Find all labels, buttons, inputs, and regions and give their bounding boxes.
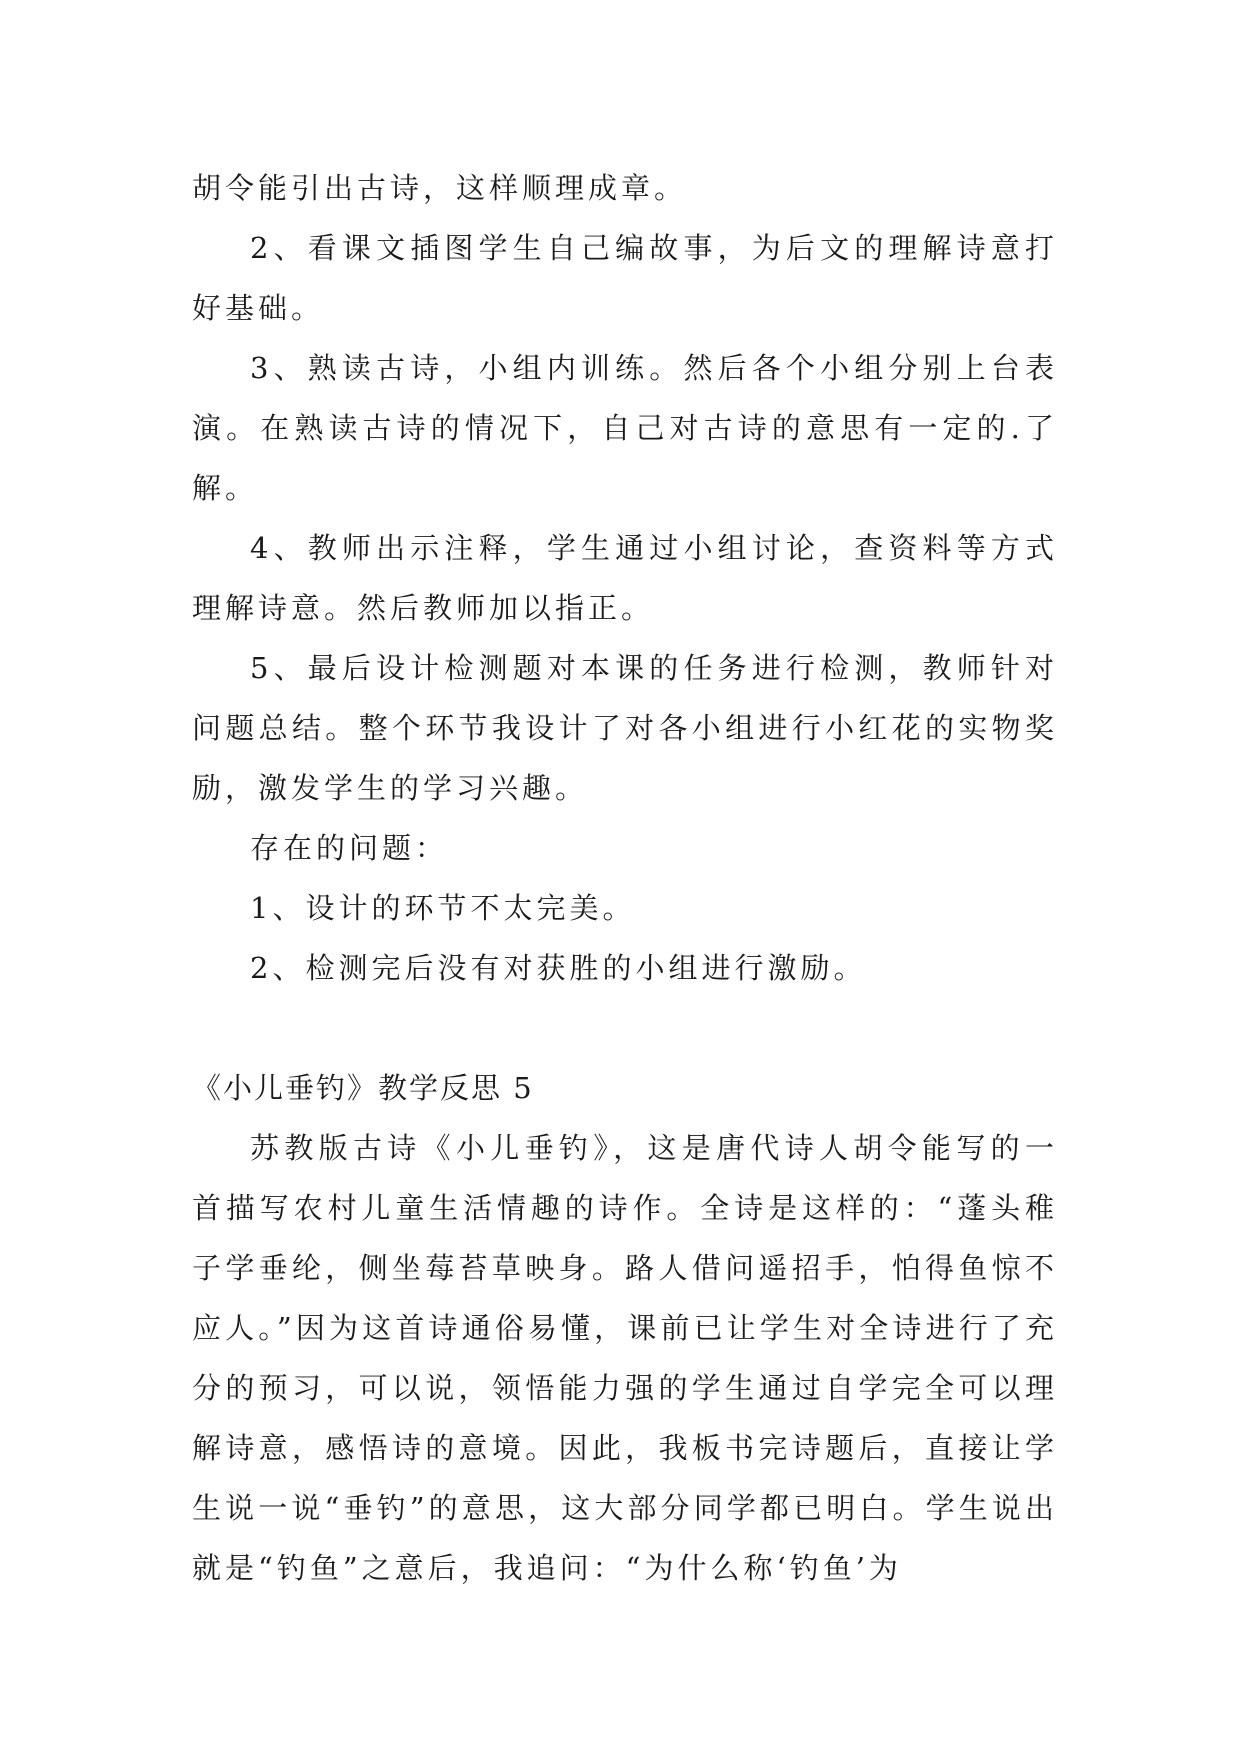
paragraph-continuation: 胡令能引出古诗，这样顺理成章。 <box>192 171 688 205</box>
document-body <box>192 158 1058 1598</box>
problem-item-2: 2、检测完后没有对获胜的小组进行激励。 <box>250 951 867 985</box>
paragraph-step-5: 5、最后设计检测题对本课的任务进行检测，教师针对问题总结。整个环节我设计了对各小组进行小红花的实物奖励，激发学生的学习兴趣。 <box>192 651 1058 805</box>
section-title: 《小儿垂钓》教学反思 5 <box>192 1071 534 1105</box>
paragraph-step-3: 3、熟读古诗，小组内训练。然后各个小组分别上台表演。在熟读古诗的情况下，自己对古诗的意思有一定的.了解。 <box>192 351 1058 505</box>
paragraph-step-4: 4、教师出示注释，学生通过小组讨论，查资料等方式理解诗意。然后教师加以指正。 <box>192 531 1058 625</box>
problem-item-1: 1、设计的环节不太完美。 <box>250 891 636 925</box>
paragraph-step-2: 2、看课文插图学生自己编故事，为后文的理解诗意打好基础。 <box>192 231 1058 325</box>
section-body-paragraph: 苏教版古诗《小儿垂钓》，这是唐代诗人胡令能写的一首描写农村儿童生活情趣的诗作。全诗是这样的：“蓬头稚子学垂纶，侧坐莓苔草映身。路人借问遥招手，怕得鱼惊不应人。”因为这首诗通俗易懂，课前已让学生对全诗进行了充分的预习，可以说，领悟能力强的学生通过自学完全可以理解诗意，感悟诗的意境。因此，我板书完诗题后，直接让学生说一说“垂钓”的意思，这大部分同学都已明白。学生说出就是“钓鱼”之意后，我追问：“为什么称‘钓鱼’为 <box>192 1131 1058 1585</box>
problems-heading: 存在的问题： <box>250 831 449 865</box>
